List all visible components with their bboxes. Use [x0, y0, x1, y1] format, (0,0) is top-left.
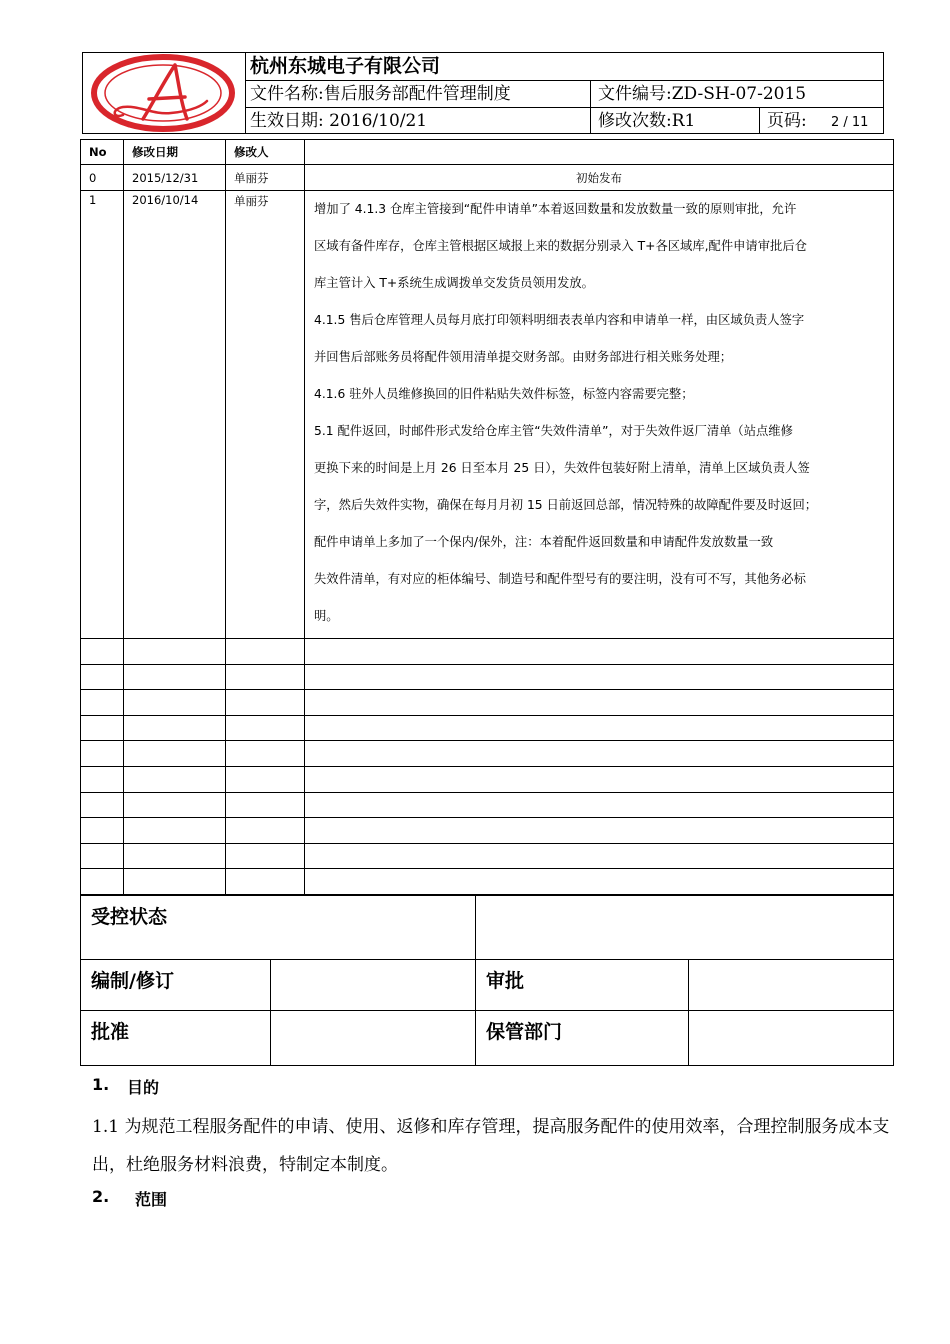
- revision-no: 1: [81, 191, 124, 639]
- revision-date: 2016/10/14: [124, 191, 226, 639]
- revision-date: 2015/12/31: [124, 165, 226, 191]
- empty-row: [81, 792, 894, 818]
- description-line: 字，然后失效件实物，确保在每月月初 15 日前返回总部，情况特殊的故障配件要及时返回；: [314, 498, 818, 512]
- table-row: [81, 191, 894, 639]
- table-header-row: [81, 140, 894, 165]
- custody-dept-label: 保管部门: [476, 1011, 689, 1066]
- description-line: 更换下来的时间是上月 26 日至本月 25 日），失效件包装好附上清单，清单上区域负责人签: [314, 461, 810, 475]
- document-control-table: [80, 895, 894, 1066]
- empty-row: [81, 664, 894, 690]
- empty-row: [81, 715, 894, 741]
- empty-row: [81, 690, 894, 716]
- company-logo: [83, 53, 246, 133]
- review-label: 审批: [476, 960, 689, 1011]
- column-header-date: 修改日期: [124, 140, 226, 165]
- description-line: 增加了 4.1.3 仓库主管接到“配件申请单”本着返回数量和发放数量一致的原则审批，允许: [314, 202, 797, 216]
- prepared-revised-value: [271, 960, 476, 1011]
- empty-row: [81, 843, 894, 869]
- description-line: 4.1.6 驻外人员维修换回的旧件粘贴失效件标签，标签内容需要完整；: [314, 387, 694, 401]
- section-1-number: 1.: [92, 1075, 110, 1094]
- revision-description: [305, 191, 894, 639]
- empty-row: [81, 869, 894, 895]
- controlled-status-value: [476, 896, 894, 960]
- prepared-revised-label: 编制/修订: [81, 960, 271, 1011]
- paragraph-1-1: 1.1 为规范工程服务配件的申请、使用、返修和库存管理，提高服务配件的使用效率，合理控制服务成本支出，杜绝服务材料浪费，特制定本制度。: [92, 1117, 890, 1175]
- empty-row: [81, 741, 894, 767]
- description-line: 失效件清单，有对应的柜体编号、制造号和配件型号有的要注明，没有可不写，其他务必标: [314, 572, 806, 586]
- revision-no: 0: [81, 165, 124, 191]
- section-2-number: 2.: [92, 1187, 110, 1206]
- revision-author: 单丽芬: [226, 165, 305, 191]
- description-line: 配件申请单上多加了一个保内/保外，注：本着配件返回数量和申请配件发放数量一致: [314, 535, 774, 549]
- empty-row: [81, 766, 894, 792]
- revision-author: 单丽芬: [226, 191, 305, 639]
- section-1-title: 目的: [127, 1078, 160, 1097]
- approve-value: [271, 1011, 476, 1066]
- empty-row: [81, 818, 894, 844]
- custody-dept-value: [689, 1011, 894, 1066]
- logo-emblem-icon: [83, 53, 245, 133]
- revision-history-table: [80, 139, 894, 895]
- review-value: [689, 960, 894, 1011]
- column-header-author: 修改人: [226, 140, 305, 165]
- section-2-title: 范围: [135, 1190, 168, 1209]
- revision-description: 初始发布: [305, 165, 894, 191]
- description-line: 并回售后部账务员将配件领用清单提交财务部。由财务部进行相关账务处理；: [314, 350, 733, 364]
- controlled-status-label: 受控状态: [81, 896, 476, 960]
- document-name: 文件名称:售后服务部配件管理制度: [250, 84, 511, 104]
- company-name: 杭州东城电子有限公司: [250, 55, 441, 77]
- effective-date: 生效日期: 2016/10/21: [250, 111, 428, 131]
- column-header-no: No: [81, 140, 124, 165]
- description-line: 5.1 配件返回，时邮件形式发给仓库主管“失效件清单”，对于失效件返厂清单（站点维修: [314, 424, 793, 438]
- description-line: 4.1.5 售后仓库管理人员每月底打印领料明细表表单内容和申请单一样，由区域负责人签字: [314, 313, 805, 327]
- table-row: [81, 165, 894, 191]
- description-line: 明。: [314, 609, 339, 623]
- page-label: 页码:: [767, 111, 807, 131]
- revision-count: 修改次数:R1: [598, 111, 696, 131]
- description-line: 库主管计入 T+系统生成调拨单交发货员领用发放。: [314, 276, 594, 290]
- document-header: [82, 52, 884, 134]
- empty-row: [81, 639, 894, 665]
- description-line: 区域有备件库存，仓库主管根据区域报上来的数据分别录入 T+各区域库,配件申请审批后仓: [314, 239, 807, 253]
- document-number: 文件编号:ZD-SH-07-2015: [598, 84, 807, 104]
- column-header-description: [305, 140, 894, 165]
- page-number: 2 / 11: [831, 115, 869, 130]
- approve-label: 批准: [81, 1011, 271, 1066]
